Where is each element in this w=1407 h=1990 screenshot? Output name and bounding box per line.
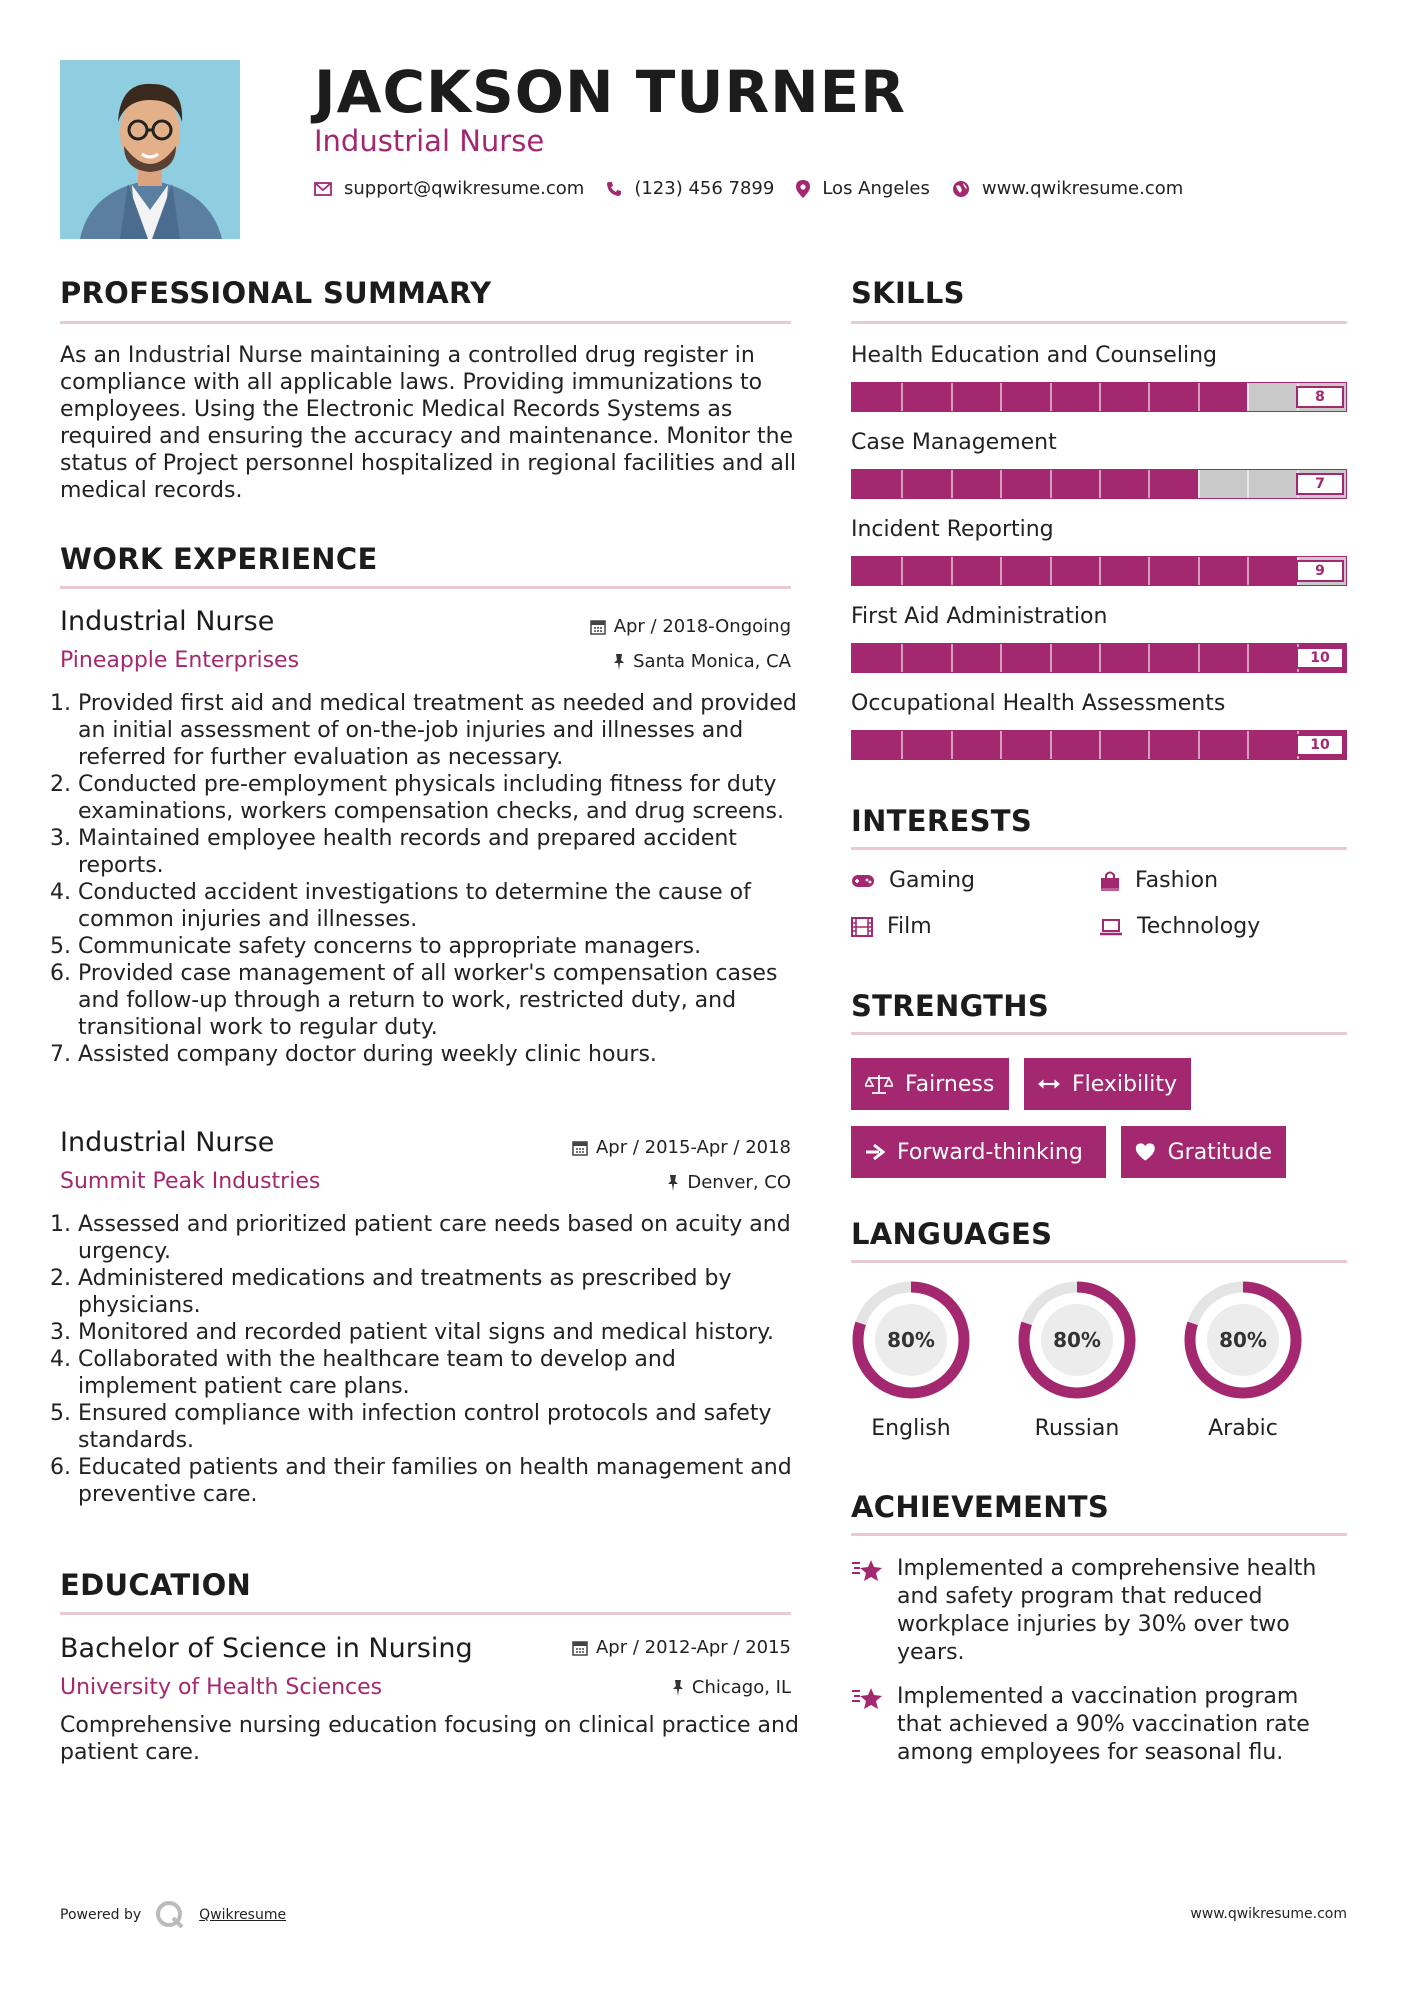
job-1-company: Pineapple Enterprises [60,648,300,673]
languages-divider [851,1260,1347,1263]
language-1-percent: 80% [887,1328,935,1352]
skill-segment-divider [1000,470,1002,498]
skills-heading: SKILLS [851,276,965,310]
language-1-ring [849,1278,973,1406]
education-description: Comprehensive nursing education focusing on clinical practice and patient care. [60,1713,799,1765]
heart-icon [1135,1141,1156,1163]
job-1-title: Industrial Nurse [60,606,275,637]
skill-segment-divider [1198,470,1200,498]
skill-segment-divider [1247,470,1249,498]
skill-segment-divider [1148,731,1150,759]
contact-website[interactable] [952,178,1183,199]
skill-segment-divider [1099,470,1101,498]
skill-3-name: Incident Reporting [851,517,1054,542]
skill-segment-divider [951,644,953,672]
skill-segment-divider [1000,383,1002,411]
globe-icon [952,180,970,198]
contact-email-text: support@qwikresume.com [344,178,585,199]
education-dates: Apr / 2012-Apr / 2015 [491,1637,791,1658]
contact-phone[interactable] [606,178,774,199]
phone-icon [606,181,622,197]
job-2-location: Denver, CO [491,1172,791,1193]
contact-location [796,178,930,199]
footer-powered-by [60,1900,286,1930]
achievement-2: Implemented a vaccination program that achieved a 90% vaccination rate among employees for seasonal flu. [851,1683,1347,1767]
pin-icon [667,1175,679,1191]
skill-segment-divider [1050,731,1052,759]
job-1-dates: Apr / 2018-Ongoing [491,616,791,637]
skill-1-score: 8 [1296,386,1344,408]
powered-by-label: Powered by [60,1907,142,1923]
strengths-divider [851,1032,1347,1035]
skill-segment-divider [1099,383,1101,411]
arrows-horizontal-icon [1038,1077,1060,1091]
skill-3-bar [851,556,1347,586]
skill-segment-divider [901,557,903,585]
strength-gratitude: Gratitude [1121,1126,1286,1178]
interests-divider [851,847,1347,850]
skill-3-score: 9 [1296,560,1344,582]
shooting-star-icon [851,1557,883,1583]
achievements-divider [851,1533,1347,1536]
skill-4-bar [851,643,1347,673]
skill-segment-divider [1050,383,1052,411]
gamepad-icon [851,873,875,889]
language-2-ring [1015,1278,1139,1406]
skill-2-name: Case Management [851,430,1057,455]
education-heading: EDUCATION [60,1568,252,1602]
skill-segment-divider [1148,557,1150,585]
list-item: 3. Monitored and recorded patient vital signs and medical history. [78,1319,800,1346]
education-degree: Bachelor of Science in Nursing [60,1633,473,1664]
skill-2-fill [852,470,1198,498]
profile-photo [60,60,240,239]
calendar-icon [590,619,606,635]
footer-website[interactable]: www.qwikresume.com [1190,1906,1347,1922]
education-school: University of Health Sciences [60,1675,383,1700]
skill-2-bar [851,469,1347,499]
list-item: 1. Provided first aid and medical treatment as needed and provided an initial assessment of on-the-job injuries and illnesses and referred for further evaluation as necessary. [78,690,800,771]
list-item: 1. Assessed and prioritized patient care needs based on acuity and urgency. [78,1211,800,1265]
list-item: 6. Educated patients and their families on health management and preventive care. [78,1454,800,1508]
list-item: 5. Communicate safety concerns to appropriate managers. [78,933,800,960]
contact-website-text: www.qwikresume.com [981,178,1184,199]
skill-5-name: Occupational Health Assessments [851,691,1226,716]
strength-fairness: Fairness [851,1058,1009,1110]
language-2-name: Russian [1034,1416,1120,1441]
qwikresume-link[interactable]: Qwikresume [199,1907,287,1923]
experience-divider [60,586,791,589]
skill-segment-divider [951,731,953,759]
summary-text: As an Industrial Nurse maintaining a controlled drug register in compliance with all applicable laws. Providing immunizations to employees. Using the Electronic Medical Records Systems as required and ensuring the accuracy and maintenance. Monitor the status of Project personnel hospitalized in regional facilities and all medical records. [60,343,797,503]
skill-segment-divider [1050,557,1052,585]
envelope-icon [314,182,332,196]
candidate-name: JACKSON TURNER [314,58,906,126]
skill-segment-divider [1198,731,1200,759]
skill-1-name: Health Education and Counseling [851,343,1217,368]
candidate-role: Industrial Nurse [314,124,545,158]
experience-heading: WORK EXPERIENCE [60,542,378,576]
skill-segment-divider [1148,644,1150,672]
language-2-percent: 80% [1053,1328,1101,1352]
skill-segment-divider [1247,383,1249,411]
film-icon [851,917,873,937]
laptop-icon [1099,918,1123,936]
interests-heading: INTERESTS [851,804,1033,838]
summary-divider [60,321,791,324]
shooting-star-icon [851,1685,883,1711]
calendar-icon [572,1140,588,1156]
language-3-name: Arabic [1208,1416,1278,1441]
contact-location-text: Los Angeles [822,178,930,199]
contact-email[interactable] [314,178,584,199]
skill-segment-divider [1247,731,1249,759]
job-2-dates: Apr / 2015-Apr / 2018 [491,1137,791,1158]
contact-phone-text: (123) 456 7899 [634,178,775,199]
interest-fashion: Fashion [1099,868,1218,893]
job-1-duties [60,690,800,1068]
skill-segment-divider [1247,557,1249,585]
skill-segment-divider [1099,644,1101,672]
shopping-bag-icon [1099,870,1121,892]
interest-film: Film [851,914,932,939]
skill-segment-divider [1050,470,1052,498]
skill-segment-divider [1099,731,1101,759]
interest-technology: Technology [1099,914,1260,939]
skill-4-score: 10 [1296,647,1344,669]
skill-segment-divider [1148,470,1150,498]
list-item: 2. Administered medications and treatments as prescribed by physicians. [78,1265,800,1319]
education-location: Chicago, IL [491,1677,791,1698]
skill-5-score: 10 [1296,734,1344,756]
strength-flexibility: Flexibility [1024,1058,1191,1110]
pin-icon [672,1680,684,1696]
language-3-ring [1181,1278,1305,1406]
pin-icon [613,654,625,670]
list-item: 7. Assisted company doctor during weekly clinic hours. [78,1041,800,1068]
list-item: 2. Conducted pre-employment physicals including fitness for duty examinations, workers compensation checks, and drug screens. [78,771,800,825]
skill-segment-divider [901,644,903,672]
skill-segment-divider [901,731,903,759]
skill-segment-divider [951,470,953,498]
strengths-heading: STRENGTHS [851,989,1050,1023]
skill-4-name: First Aid Administration [851,604,1108,629]
skill-segment-divider [1198,644,1200,672]
qwikresume-logo-icon [155,1900,185,1930]
education-divider [60,1612,791,1615]
skill-segment-divider [1198,557,1200,585]
map-marker-icon [796,180,810,198]
list-item: 4. Conducted accident investigations to determine the cause of common injuries and illnesses. [78,879,800,933]
skill-3-fill [852,557,1297,585]
skill-segment-divider [951,557,953,585]
list-item: 5. Ensured compliance with infection control protocols and safety standards. [78,1400,800,1454]
job-2-title: Industrial Nurse [60,1127,275,1158]
arrow-right-icon [865,1143,885,1161]
skill-segment-divider [1247,644,1249,672]
job-2-company: Summit Peak Industries [60,1169,321,1194]
skill-segment-divider [1000,731,1002,759]
balance-scale-icon [865,1073,893,1095]
skill-5-bar [851,730,1347,760]
language-3-percent: 80% [1219,1328,1267,1352]
achievements-heading: ACHIEVEMENTS [851,1490,1110,1524]
achievement-1: Implemented a comprehensive health and safety program that reduced workplace injuries by 30% over two years. [851,1555,1347,1667]
list-item: 6. Provided case management of all worker's compensation cases and follow-up through a return to work, restricted duty, and transitional work to regular duty. [78,960,800,1041]
list-item: 3. Maintained employee health records and prepared accident reports. [78,825,800,879]
skill-segment-divider [1050,644,1052,672]
skills-divider [851,321,1347,324]
job-1-location: Santa Monica, CA [491,651,791,672]
language-1-name: English [871,1416,951,1441]
skill-1-bar [851,382,1347,412]
interest-gaming: Gaming [851,868,975,893]
list-item: 4. Collaborated with the healthcare team to develop and implement patient care plans. [78,1346,800,1400]
calendar-icon [572,1640,588,1656]
skill-segment-divider [951,383,953,411]
skill-segment-divider [1000,644,1002,672]
skill-segment-divider [901,470,903,498]
skill-2-score: 7 [1296,473,1344,495]
skill-segment-divider [1198,383,1200,411]
strength-forward-thinking: Forward-thinking [851,1126,1106,1178]
skill-segment-divider [1000,557,1002,585]
job-2-duties [60,1211,800,1508]
languages-heading: LANGUAGES [851,1217,1053,1251]
skill-segment-divider [1099,557,1101,585]
skill-segment-divider [1148,383,1150,411]
skill-segment-divider [901,383,903,411]
contact-bar [314,178,1205,199]
summary-heading: PROFESSIONAL SUMMARY [60,276,492,310]
